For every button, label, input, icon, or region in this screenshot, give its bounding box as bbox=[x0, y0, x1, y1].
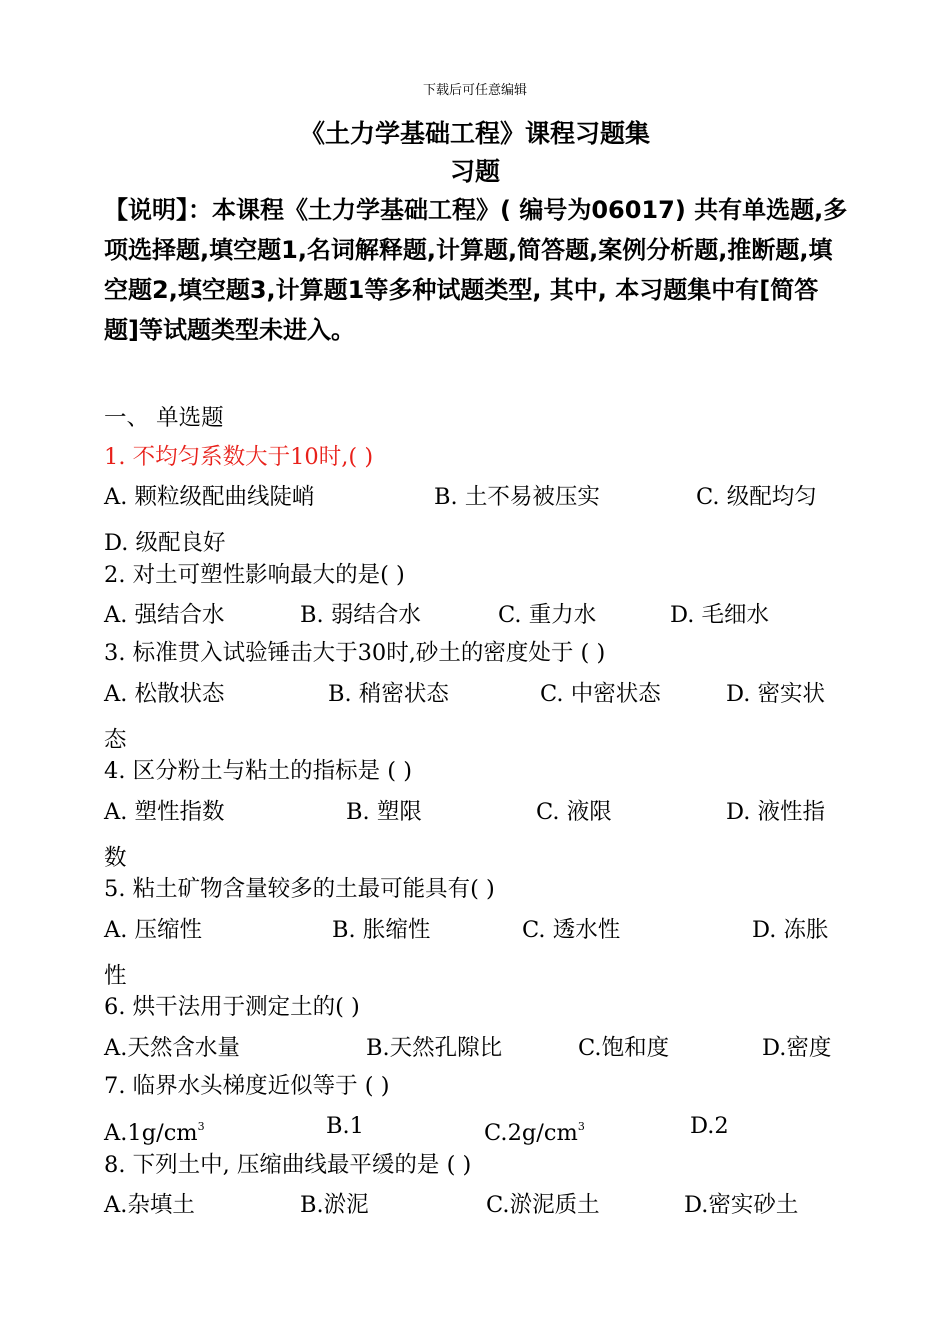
option-d-wrap: 态 bbox=[104, 727, 127, 753]
option-a: A. 强结合水 bbox=[104, 602, 225, 628]
option-c: C. 重力水 bbox=[498, 602, 597, 628]
option-b: B.淤泥 bbox=[300, 1192, 369, 1218]
question-1: 1. 不均匀系数大于10时,( ) bbox=[104, 444, 374, 470]
option-b: B. 稍密状态 bbox=[328, 681, 449, 707]
option-b: B. 胀缩性 bbox=[332, 917, 431, 943]
document-title: 《土力学基础工程》课程习题集 bbox=[299, 119, 650, 148]
question-7: 7. 临界水头梯度近似等于 ( ) bbox=[104, 1073, 390, 1099]
option-a: A. 塑性指数 bbox=[104, 799, 225, 825]
option-d: D.密实砂土 bbox=[684, 1192, 799, 1218]
option-d: D. 冻胀 bbox=[752, 917, 829, 943]
question-6: 6. 烘干法用于测定土的( ) bbox=[104, 994, 360, 1020]
option-c: C. 透水性 bbox=[522, 917, 621, 943]
option-d-wrap: 数 bbox=[104, 845, 127, 871]
option-d: D.密度 bbox=[762, 1035, 832, 1061]
option-c: C.饱和度 bbox=[578, 1035, 670, 1061]
question-3: 3. 标准贯入试验锤击大于30时,砂土的密度处于 ( ) bbox=[104, 640, 606, 666]
option-b: B.天然孔隙比 bbox=[366, 1035, 503, 1061]
option-c-text: C.2g/cm bbox=[484, 1120, 578, 1146]
option-c: C. 中密状态 bbox=[540, 681, 661, 707]
option-a bbox=[104, 1107, 205, 1153]
option-d: D. 级配良好 bbox=[104, 530, 226, 556]
document-subtitle: 习题 bbox=[449, 157, 500, 186]
question-8: 8. 下列土中, 压缩曲线最平缓的是 ( ) bbox=[104, 1152, 472, 1178]
option-c: C.淤泥质土 bbox=[486, 1192, 600, 1218]
option-c: C. 液限 bbox=[536, 799, 612, 825]
intro-paragraph: 【说明】：本课程《土力学基础工程》( 编号为06017) 共有单选题,多项选择题,填空题1,名词解释题,计算题,简答题,案例分析题,推断题,填空题2,填空题3,计算题1等多种试题类型, 其中, 本习题集中有[简答题]等试题类型未进入。 bbox=[104, 196, 848, 344]
option-a: A. 压缩性 bbox=[104, 917, 203, 943]
option-b: B. 弱结合水 bbox=[300, 602, 421, 628]
option-a: A.杂填土 bbox=[104, 1192, 195, 1218]
option-b: B. 塑限 bbox=[346, 799, 422, 825]
question-4: 4. 区分粉土与粘土的指标是 ( ) bbox=[104, 758, 412, 784]
superscript: 3 bbox=[577, 1120, 585, 1133]
option-d: D. 毛细水 bbox=[670, 602, 770, 628]
option-d-wrap: 性 bbox=[104, 963, 127, 989]
option-d: D.2 bbox=[690, 1113, 729, 1139]
option-d: D. 液性指 bbox=[726, 799, 826, 825]
option-c bbox=[484, 1107, 585, 1153]
question-5: 5. 粘土矿物含量较多的土最可能具有( ) bbox=[104, 876, 495, 902]
option-a: A.天然含水量 bbox=[104, 1035, 240, 1061]
question-2: 2. 对土可塑性影响最大的是( ) bbox=[104, 562, 405, 588]
option-b: B.1 bbox=[326, 1113, 365, 1139]
superscript: 3 bbox=[197, 1120, 205, 1133]
section-heading: 一、 单选题 bbox=[104, 405, 224, 431]
option-c: C. 级配均匀 bbox=[696, 484, 817, 510]
option-d: D. 密实状 bbox=[726, 681, 826, 707]
option-a: A. 颗粒级配曲线陡峭 bbox=[104, 484, 315, 510]
page-header: 下载后可任意编辑 bbox=[422, 83, 527, 98]
option-a-text: A.1g/cm bbox=[104, 1120, 198, 1146]
option-b: B. 土不易被压实 bbox=[434, 484, 600, 510]
option-a: A. 松散状态 bbox=[104, 681, 225, 707]
